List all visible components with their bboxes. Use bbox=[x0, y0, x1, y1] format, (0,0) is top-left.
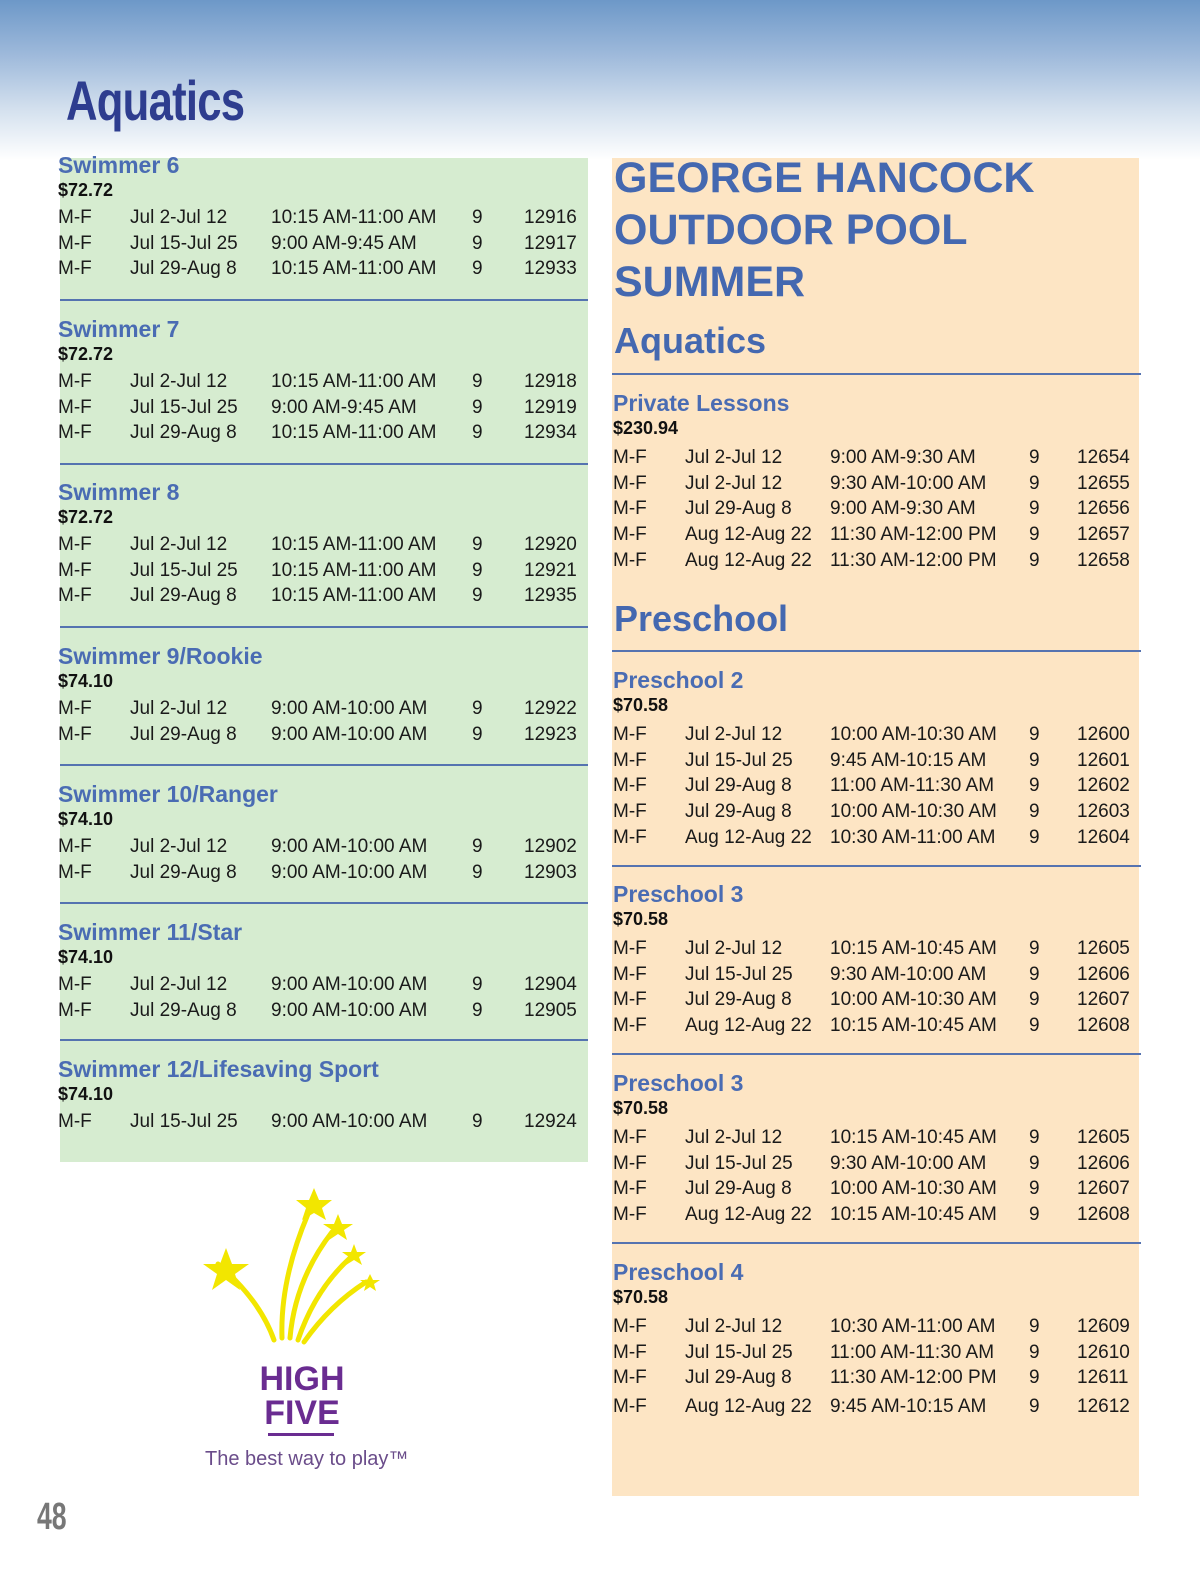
course-code-cell: 12903 bbox=[524, 862, 577, 883]
course-title: Swimmer 8 bbox=[58, 479, 180, 505]
dates-cell: Aug 12-Aug 22 bbox=[685, 1204, 812, 1225]
sessions-cell: 9 bbox=[472, 698, 483, 719]
days-cell: M-F bbox=[58, 258, 92, 279]
sessions-cell: 9 bbox=[472, 422, 483, 443]
time-cell: 9:30 AM-10:00 AM bbox=[830, 473, 987, 494]
sessions-cell: 9 bbox=[1029, 473, 1040, 494]
course-code-cell: 12611 bbox=[1077, 1367, 1129, 1388]
dates-cell: Jul 29-Aug 8 bbox=[130, 862, 237, 883]
section-divider bbox=[612, 1242, 1141, 1244]
course-code-cell: 12904 bbox=[524, 974, 577, 995]
course-price: $70.58 bbox=[613, 1287, 669, 1307]
section-divider bbox=[612, 865, 1141, 867]
time-cell: 10:30 AM-11:00 AM bbox=[830, 1316, 996, 1337]
course-title: Preschool 2 bbox=[613, 667, 744, 693]
course-price: $74.10 bbox=[58, 809, 114, 829]
course-code-cell: 12921 bbox=[524, 560, 577, 581]
sessions-cell: 9 bbox=[1029, 1015, 1040, 1036]
course-code-cell: 12935 bbox=[524, 585, 577, 606]
days-cell: M-F bbox=[58, 836, 92, 857]
sessions-cell: 9 bbox=[1029, 1178, 1040, 1199]
course-code-cell: 12922 bbox=[524, 698, 577, 719]
time-cell: 9:30 AM-10:00 AM bbox=[830, 964, 987, 985]
days-cell: M-F bbox=[58, 585, 92, 606]
section-heading-preschool: Preschool bbox=[614, 598, 789, 639]
course-code-cell: 12919 bbox=[524, 397, 577, 418]
time-cell: 9:00 AM-10:00 AM bbox=[271, 862, 428, 883]
dates-cell: Jul 15-Jul 25 bbox=[130, 233, 238, 254]
dates-cell: Aug 12-Aug 22 bbox=[685, 524, 812, 545]
days-cell: M-F bbox=[58, 371, 92, 392]
dates-cell: Jul 15-Jul 25 bbox=[685, 1342, 793, 1363]
time-cell: 9:00 AM-9:30 AM bbox=[830, 447, 976, 468]
sessions-cell: 9 bbox=[472, 1000, 483, 1021]
dates-cell: Jul 2-Jul 12 bbox=[685, 473, 783, 494]
time-cell: 10:15 AM-10:45 AM bbox=[830, 1127, 997, 1148]
dates-cell: Jul 2-Jul 12 bbox=[130, 207, 228, 228]
dates-cell: Jul 29-Aug 8 bbox=[130, 1000, 237, 1021]
course-code-cell: 12918 bbox=[524, 371, 577, 392]
days-cell: M-F bbox=[613, 1396, 647, 1417]
days-cell: M-F bbox=[613, 1204, 647, 1225]
dates-cell: Jul 29-Aug 8 bbox=[130, 724, 237, 745]
sessions-cell: 9 bbox=[472, 724, 483, 745]
dates-cell: Aug 12-Aug 22 bbox=[685, 1015, 812, 1036]
sessions-cell: 9 bbox=[472, 862, 483, 883]
time-cell: 9:00 AM-10:00 AM bbox=[271, 1111, 428, 1132]
dates-cell: Jul 29-Aug 8 bbox=[685, 801, 792, 822]
dates-cell: Jul 2-Jul 12 bbox=[130, 534, 228, 555]
course-code-cell: 12917 bbox=[524, 233, 577, 254]
time-cell: 10:30 AM-11:00 AM bbox=[830, 827, 996, 848]
sessions-cell: 9 bbox=[1029, 1342, 1040, 1363]
course-code-cell: 12610 bbox=[1077, 1342, 1130, 1363]
sessions-cell: 9 bbox=[472, 560, 483, 581]
days-cell: M-F bbox=[613, 447, 647, 468]
dates-cell: Jul 2-Jul 12 bbox=[685, 1316, 783, 1337]
section-divider bbox=[612, 373, 1141, 375]
sessions-cell: 9 bbox=[1029, 827, 1040, 848]
left-schedule-column bbox=[58, 152, 588, 1162]
days-cell: M-F bbox=[613, 1127, 647, 1148]
days-cell: M-F bbox=[613, 827, 647, 848]
time-cell: 10:15 AM-11:00 AM bbox=[271, 534, 437, 555]
days-cell: M-F bbox=[58, 207, 92, 228]
logo-line-five: FIVE bbox=[264, 1394, 340, 1432]
course-code-cell: 12607 bbox=[1077, 1178, 1130, 1199]
time-cell: 11:30 AM-12:00 PM bbox=[830, 524, 997, 545]
sessions-cell: 9 bbox=[1029, 938, 1040, 959]
location-title bbox=[614, 152, 1034, 308]
time-cell: 10:15 AM-11:00 AM bbox=[271, 422, 437, 443]
sessions-cell: 9 bbox=[1029, 989, 1040, 1010]
days-cell: M-F bbox=[613, 775, 647, 796]
section-divider bbox=[60, 626, 588, 628]
course-code-cell: 12605 bbox=[1077, 1127, 1130, 1148]
dates-cell: Aug 12-Aug 22 bbox=[685, 1396, 812, 1417]
days-cell: M-F bbox=[613, 938, 647, 959]
dates-cell: Jul 2-Jul 12 bbox=[130, 371, 228, 392]
course-price: $70.58 bbox=[613, 1098, 669, 1118]
dates-cell: Aug 12-Aug 22 bbox=[685, 550, 812, 571]
days-cell: M-F bbox=[613, 1015, 647, 1036]
course-title: Swimmer 10/Ranger bbox=[58, 781, 278, 807]
days-cell: M-F bbox=[613, 1316, 647, 1337]
course-title: Preschool 3 bbox=[613, 1070, 744, 1096]
sessions-cell: 9 bbox=[1029, 1153, 1040, 1174]
course-price: $74.10 bbox=[58, 947, 114, 967]
days-cell: M-F bbox=[58, 233, 92, 254]
days-cell: M-F bbox=[58, 1111, 92, 1132]
days-cell: M-F bbox=[58, 974, 92, 995]
dates-cell: Jul 2-Jul 12 bbox=[685, 724, 783, 745]
time-cell: 9:00 AM-9:30 AM bbox=[830, 498, 976, 519]
course-code-cell: 12924 bbox=[524, 1111, 577, 1132]
time-cell: 9:45 AM-10:15 AM bbox=[830, 1396, 987, 1417]
course-title: Private Lessons bbox=[613, 390, 790, 416]
course-price: $72.72 bbox=[58, 344, 114, 364]
time-cell: 10:15 AM-11:00 AM bbox=[271, 560, 437, 581]
days-cell: M-F bbox=[58, 724, 92, 745]
dates-cell: Jul 29-Aug 8 bbox=[685, 498, 792, 519]
course-code-cell: 12923 bbox=[524, 724, 577, 745]
dates-cell: Jul 29-Aug 8 bbox=[130, 258, 237, 279]
sessions-cell: 9 bbox=[472, 836, 483, 857]
logo-underline bbox=[268, 1433, 334, 1436]
location-title-line: SUMMER bbox=[614, 258, 806, 306]
course-code-cell: 12605 bbox=[1077, 938, 1130, 959]
days-cell: M-F bbox=[613, 750, 647, 771]
dates-cell: Jul 15-Jul 25 bbox=[685, 964, 793, 985]
sessions-cell: 9 bbox=[472, 207, 483, 228]
time-cell: 10:15 AM-11:00 AM bbox=[271, 371, 437, 392]
section-divider bbox=[60, 299, 588, 301]
days-cell: M-F bbox=[58, 1000, 92, 1021]
sessions-cell: 9 bbox=[472, 1111, 483, 1132]
page-header-title: Aquatics bbox=[66, 69, 245, 132]
location-title-line: OUTDOOR POOL bbox=[614, 206, 968, 254]
dates-cell: Jul 29-Aug 8 bbox=[685, 989, 792, 1010]
days-cell: M-F bbox=[613, 724, 647, 745]
course-price: $72.72 bbox=[58, 507, 114, 527]
dates-cell: Aug 12-Aug 22 bbox=[685, 827, 812, 848]
course-code-cell: 12657 bbox=[1077, 524, 1130, 545]
days-cell: M-F bbox=[58, 698, 92, 719]
time-cell: 11:00 AM-11:30 AM bbox=[830, 775, 995, 796]
time-cell: 9:00 AM-9:45 AM bbox=[271, 397, 417, 418]
days-cell: M-F bbox=[58, 560, 92, 581]
sessions-cell: 9 bbox=[472, 233, 483, 254]
time-cell: 10:15 AM-10:45 AM bbox=[830, 938, 997, 959]
days-cell: M-F bbox=[613, 1153, 647, 1174]
dates-cell: Jul 29-Aug 8 bbox=[685, 1367, 792, 1388]
course-code-cell: 12606 bbox=[1077, 1153, 1130, 1174]
sessions-cell: 9 bbox=[1029, 524, 1040, 545]
course-title: Swimmer 7 bbox=[58, 316, 180, 342]
course-code-cell: 12601 bbox=[1077, 750, 1130, 771]
days-cell: M-F bbox=[613, 989, 647, 1010]
days-cell: M-F bbox=[613, 1367, 647, 1388]
logo-star-trail bbox=[304, 1282, 366, 1342]
sessions-cell: 9 bbox=[472, 397, 483, 418]
sessions-cell: 9 bbox=[472, 258, 483, 279]
days-cell: M-F bbox=[613, 1342, 647, 1363]
time-cell: 9:45 AM-10:15 AM bbox=[830, 750, 987, 771]
days-cell: M-F bbox=[613, 964, 647, 985]
sessions-cell: 9 bbox=[472, 585, 483, 606]
days-cell: M-F bbox=[58, 534, 92, 555]
course-code-cell: 12902 bbox=[524, 836, 577, 857]
dates-cell: Jul 2-Jul 12 bbox=[130, 698, 228, 719]
course-price: $70.58 bbox=[613, 695, 669, 715]
course-code-cell: 12933 bbox=[524, 258, 577, 279]
section-divider bbox=[60, 463, 588, 465]
course-title: Preschool 3 bbox=[613, 881, 744, 907]
time-cell: 9:00 AM-10:00 AM bbox=[271, 1000, 428, 1021]
days-cell: M-F bbox=[613, 550, 647, 571]
course-title: Swimmer 9/Rookie bbox=[58, 643, 263, 669]
time-cell: 10:00 AM-10:30 AM bbox=[830, 989, 997, 1010]
sessions-cell: 9 bbox=[1029, 1396, 1040, 1417]
time-cell: 10:00 AM-10:30 AM bbox=[830, 1178, 997, 1199]
sessions-cell: 9 bbox=[1029, 1367, 1040, 1388]
sessions-cell: 9 bbox=[1029, 801, 1040, 822]
course-code-cell: 12600 bbox=[1077, 724, 1130, 745]
course-price: $70.58 bbox=[613, 909, 669, 929]
right-schedule-column bbox=[612, 154, 1139, 1496]
days-cell: M-F bbox=[58, 422, 92, 443]
sessions-cell: 9 bbox=[1029, 1204, 1040, 1225]
sessions-cell: 9 bbox=[1029, 1127, 1040, 1148]
days-cell: M-F bbox=[58, 397, 92, 418]
dates-cell: Jul 2-Jul 12 bbox=[130, 836, 228, 857]
course-price: $230.94 bbox=[613, 418, 679, 438]
dates-cell: Jul 2-Jul 12 bbox=[130, 974, 228, 995]
time-cell: 9:00 AM-10:00 AM bbox=[271, 974, 428, 995]
course-code-cell: 12607 bbox=[1077, 989, 1130, 1010]
dates-cell: Jul 15-Jul 25 bbox=[130, 1111, 238, 1132]
sessions-cell: 9 bbox=[1029, 498, 1040, 519]
course-code-cell: 12608 bbox=[1077, 1204, 1130, 1225]
sessions-cell: 9 bbox=[1029, 447, 1040, 468]
dates-cell: Jul 29-Aug 8 bbox=[685, 1178, 792, 1199]
course-title: Preschool 4 bbox=[613, 1259, 744, 1285]
time-cell: 10:15 AM-10:45 AM bbox=[830, 1015, 997, 1036]
logo-star bbox=[296, 1188, 332, 1220]
course-title: Swimmer 6 bbox=[58, 152, 180, 178]
dates-cell: Jul 2-Jul 12 bbox=[685, 938, 783, 959]
sessions-cell: 9 bbox=[472, 974, 483, 995]
time-cell: 11:00 AM-11:30 AM bbox=[830, 1342, 995, 1363]
time-cell: 10:15 AM-10:45 AM bbox=[830, 1204, 997, 1225]
dates-cell: Jul 15-Jul 25 bbox=[130, 397, 238, 418]
time-cell: 9:00 AM-10:00 AM bbox=[271, 836, 428, 857]
course-code-cell: 12603 bbox=[1077, 801, 1130, 822]
course-code-cell: 12608 bbox=[1077, 1015, 1130, 1036]
course-title: Swimmer 11/Star bbox=[58, 919, 243, 945]
logo-tagline: The best way to play™ bbox=[205, 1448, 409, 1470]
sessions-cell: 9 bbox=[1029, 964, 1040, 985]
course-code-cell: 12654 bbox=[1077, 447, 1130, 468]
time-cell: 9:00 AM-9:45 AM bbox=[271, 233, 417, 254]
course-price: $74.10 bbox=[58, 1084, 114, 1104]
days-cell: M-F bbox=[58, 862, 92, 883]
dates-cell: Jul 29-Aug 8 bbox=[130, 585, 237, 606]
days-cell: M-F bbox=[613, 524, 647, 545]
course-code-cell: 12655 bbox=[1077, 473, 1130, 494]
course-code-cell: 12916 bbox=[524, 207, 577, 228]
course-code-cell: 12612 bbox=[1077, 1396, 1130, 1417]
page-number: 48 bbox=[37, 1496, 67, 1538]
time-cell: 11:30 AM-12:00 PM bbox=[830, 1367, 997, 1388]
course-code-cell: 12604 bbox=[1077, 827, 1130, 848]
sessions-cell: 9 bbox=[1029, 750, 1040, 771]
time-cell: 9:30 AM-10:00 AM bbox=[830, 1153, 987, 1174]
course-code-cell: 12920 bbox=[524, 534, 577, 555]
dates-cell: Jul 15-Jul 25 bbox=[685, 1153, 793, 1174]
section-divider bbox=[612, 1053, 1141, 1055]
logo-line-high: HIGH bbox=[259, 1360, 345, 1398]
dates-cell: Jul 2-Jul 12 bbox=[685, 1127, 783, 1148]
high-five-logo bbox=[190, 1180, 420, 1480]
sessions-cell: 9 bbox=[472, 534, 483, 555]
dates-cell: Jul 29-Aug 8 bbox=[130, 422, 237, 443]
days-cell: M-F bbox=[613, 1178, 647, 1199]
course-title: Swimmer 12/Lifesaving Sport bbox=[58, 1056, 379, 1082]
time-cell: 9:00 AM-10:00 AM bbox=[271, 698, 428, 719]
dates-cell: Jul 2-Jul 12 bbox=[685, 447, 783, 468]
days-cell: M-F bbox=[613, 498, 647, 519]
course-code-cell: 12656 bbox=[1077, 498, 1130, 519]
time-cell: 10:00 AM-10:30 AM bbox=[830, 801, 997, 822]
section-divider bbox=[60, 902, 588, 904]
dates-cell: Jul 29-Aug 8 bbox=[685, 775, 792, 796]
section-divider bbox=[612, 650, 1141, 652]
dates-cell: Jul 15-Jul 25 bbox=[130, 560, 238, 581]
section-divider bbox=[60, 1039, 588, 1041]
course-price: $72.72 bbox=[58, 180, 114, 200]
course-code-cell: 12602 bbox=[1077, 775, 1130, 796]
sessions-cell: 9 bbox=[1029, 775, 1040, 796]
course-code-cell: 12905 bbox=[524, 1000, 577, 1021]
time-cell: 10:15 AM-11:00 AM bbox=[271, 258, 437, 279]
time-cell: 10:15 AM-11:00 AM bbox=[271, 207, 437, 228]
sessions-cell: 9 bbox=[1029, 724, 1040, 745]
location-title-line: GEORGE HANCOCK bbox=[614, 154, 1035, 202]
time-cell: 9:00 AM-10:00 AM bbox=[271, 724, 428, 745]
days-cell: M-F bbox=[613, 801, 647, 822]
time-cell: 10:00 AM-10:30 AM bbox=[830, 724, 997, 745]
course-code-cell: 12606 bbox=[1077, 964, 1130, 985]
logo-star bbox=[203, 1248, 249, 1290]
section-divider bbox=[60, 764, 588, 766]
time-cell: 11:30 AM-12:00 PM bbox=[830, 550, 997, 571]
sessions-cell: 9 bbox=[472, 371, 483, 392]
course-price: $74.10 bbox=[58, 671, 114, 691]
course-code-cell: 12658 bbox=[1077, 550, 1130, 571]
section-heading-aquatics: Aquatics bbox=[614, 320, 767, 361]
course-code-cell: 12934 bbox=[524, 422, 577, 443]
sessions-cell: 9 bbox=[1029, 550, 1040, 571]
dates-cell: Jul 15-Jul 25 bbox=[685, 750, 793, 771]
course-code-cell: 12609 bbox=[1077, 1316, 1130, 1337]
days-cell: M-F bbox=[613, 473, 647, 494]
time-cell: 10:15 AM-11:00 AM bbox=[271, 585, 437, 606]
sessions-cell: 9 bbox=[1029, 1316, 1040, 1337]
